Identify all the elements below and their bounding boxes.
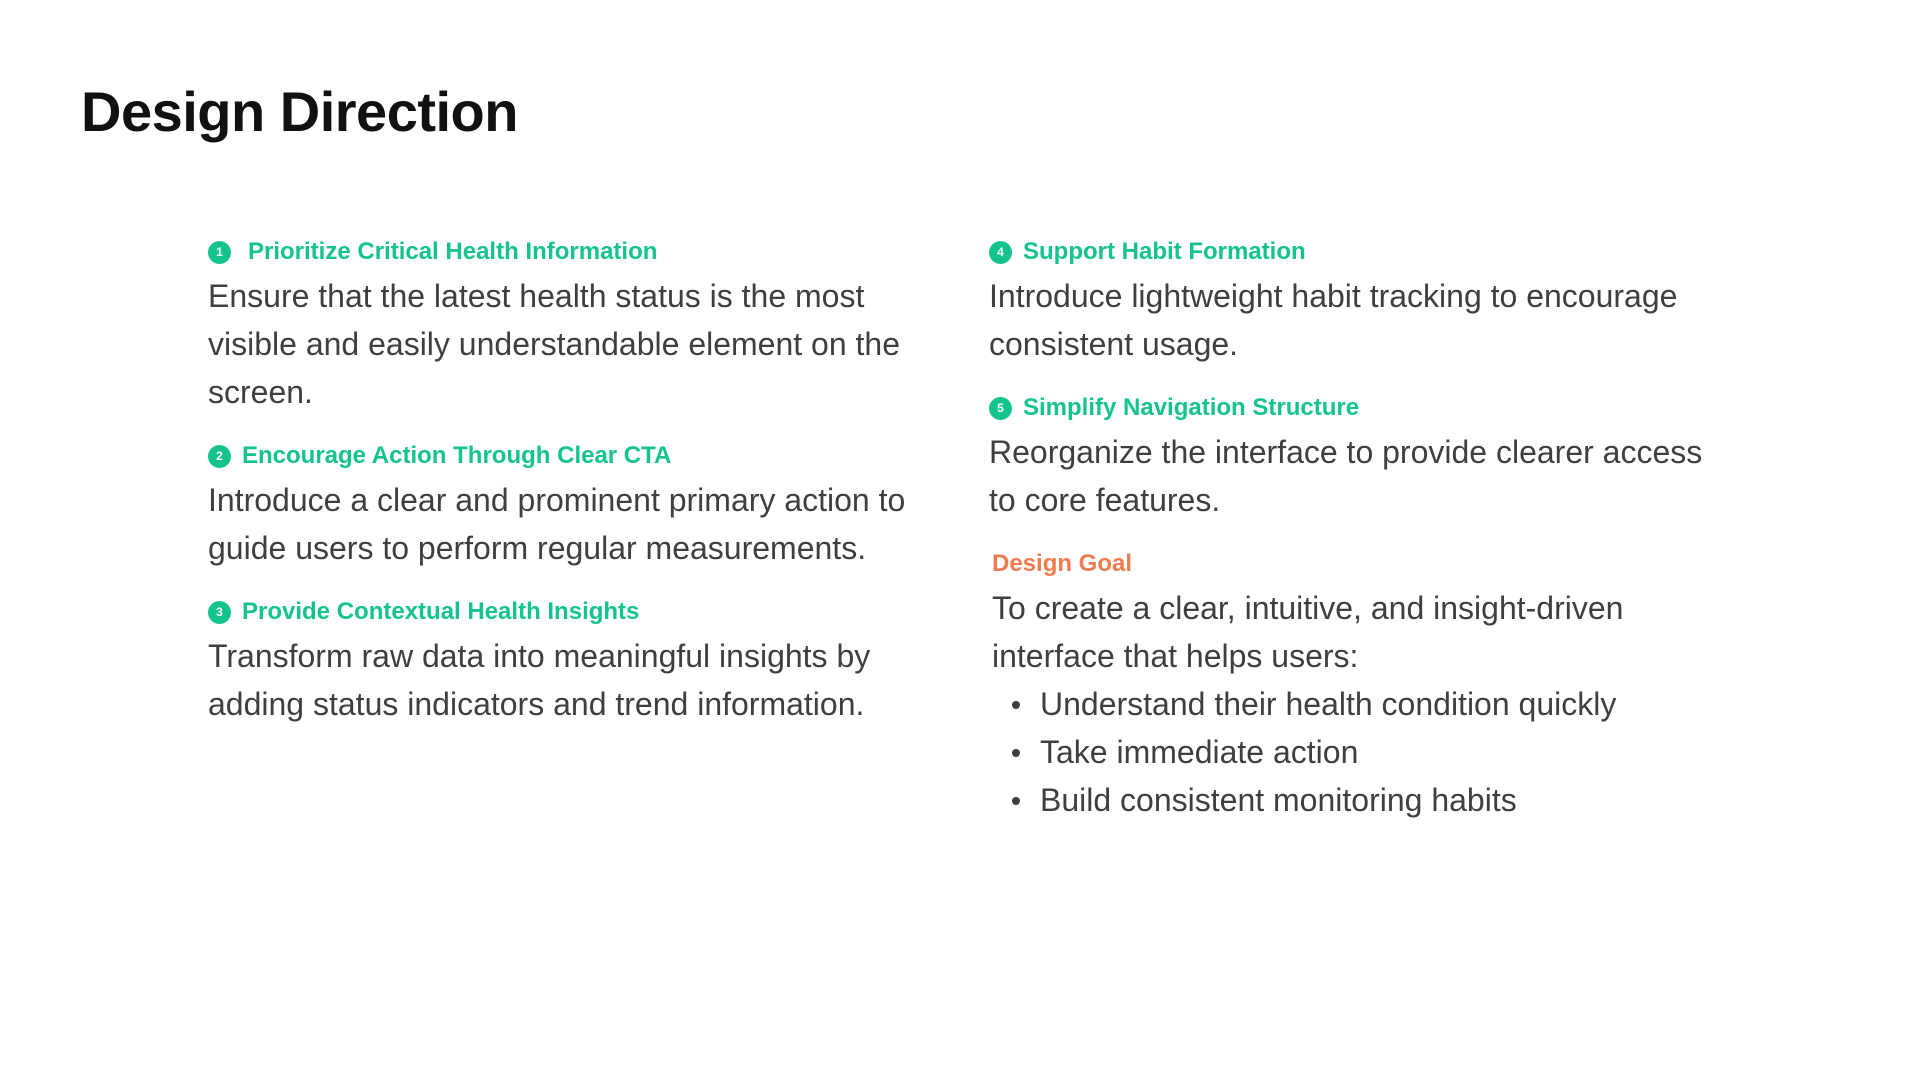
principle-title: Encourage Action Through Clear CTA <box>242 442 672 469</box>
principle-description: Transform raw data into meaningful insights by adding status indicators and trend information. <box>208 638 871 722</box>
bullet-dot-icon <box>1012 749 1020 757</box>
number-badge: 2 <box>208 445 231 468</box>
principle-item <box>989 236 1729 368</box>
principle-title: Provide Contextual Health Insights <box>242 598 640 625</box>
principles-column-left <box>208 236 948 752</box>
goal-point: Understand their health condition quickly <box>1040 686 1617 722</box>
number-badge: 5 <box>989 397 1012 420</box>
bullet-dot-icon <box>1012 797 1020 805</box>
number-badge: 3 <box>208 601 231 624</box>
number-badge: 4 <box>989 241 1012 264</box>
principle-heading <box>989 392 1729 424</box>
principle-heading <box>208 236 948 268</box>
principle-item <box>208 236 948 416</box>
goal-point: Build consistent monitoring habits <box>1040 782 1517 818</box>
number-badge: 1 <box>208 241 231 264</box>
list-item <box>992 776 1729 824</box>
page-title: Design Direction <box>81 80 518 143</box>
design-goal-intro: To create a clear, intuitive, and insight-driven interface that helps users: <box>992 590 1624 674</box>
design-goal <box>992 548 1729 824</box>
bullet-dot-icon <box>1012 701 1020 709</box>
principle-item <box>208 440 948 572</box>
design-goal-list <box>992 680 1729 824</box>
principle-title: Support Habit Formation <box>1023 238 1306 265</box>
principle-description: Reorganize the interface to provide clearer access to core features. <box>989 434 1703 518</box>
principle-title: Simplify Navigation Structure <box>1023 394 1360 421</box>
principles-column-right <box>989 236 1729 824</box>
principle-item <box>989 392 1729 524</box>
list-item <box>992 680 1729 728</box>
principle-heading <box>208 440 948 472</box>
principle-item <box>208 596 948 728</box>
principle-heading <box>208 596 948 628</box>
principle-heading <box>989 236 1729 268</box>
principle-title: Prioritize Critical Health Information <box>248 238 658 265</box>
goal-point: Take immediate action <box>1040 734 1359 770</box>
design-goal-title: Design Goal <box>992 550 1133 577</box>
principle-description: Ensure that the latest health status is the most visible and easily understandable element on the screen. <box>208 278 901 410</box>
principle-description: Introduce lightweight habit tracking to encourage consistent usage. <box>989 278 1678 362</box>
list-item <box>992 728 1729 776</box>
principle-description: Introduce a clear and prominent primary action to guide users to perform regular measurements. <box>208 482 906 566</box>
